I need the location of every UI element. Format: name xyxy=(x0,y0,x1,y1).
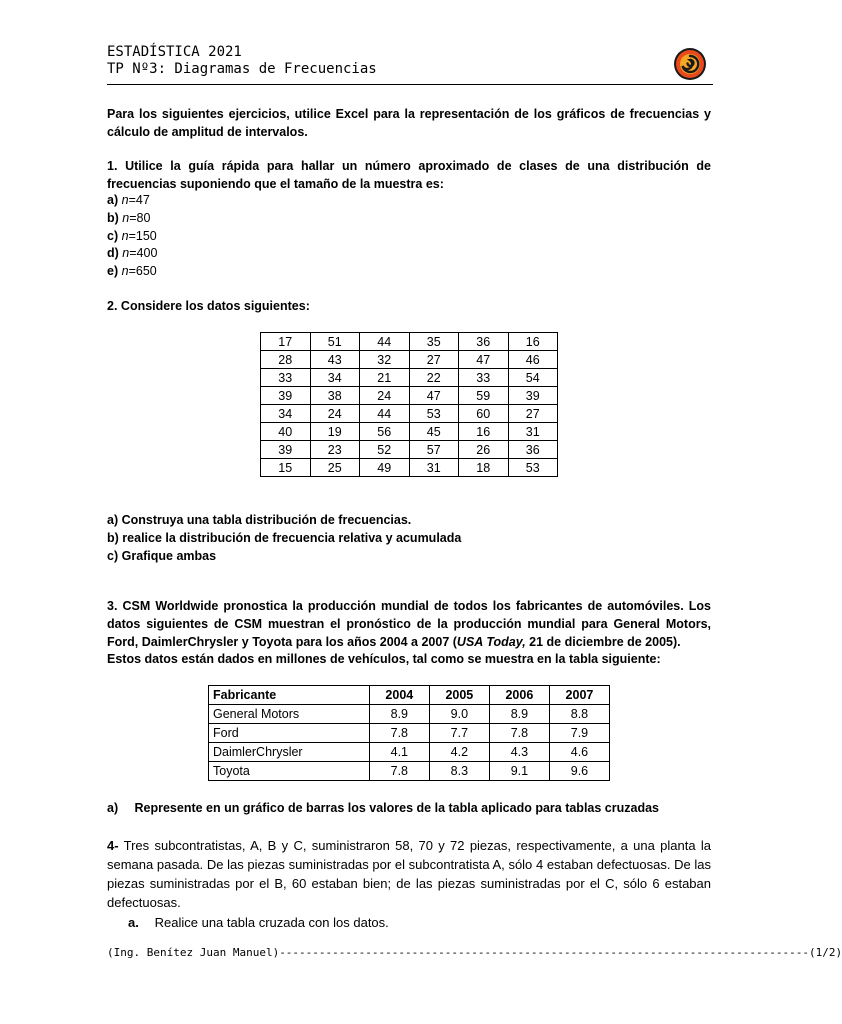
production-cell: 7.7 xyxy=(429,724,489,743)
production-cell: 8.9 xyxy=(369,705,429,724)
data-cell: 27 xyxy=(508,405,558,423)
exercise-2 xyxy=(107,298,711,316)
sample-size-value: =650 xyxy=(128,264,157,279)
production-cell: 4.3 xyxy=(489,743,549,762)
production-cell: 8.8 xyxy=(549,705,609,724)
production-cell: 7.8 xyxy=(369,724,429,743)
sample-size-value: =400 xyxy=(129,246,158,261)
footer-page-number: (1/2) xyxy=(809,946,842,959)
data-cell: 60 xyxy=(459,405,509,423)
data-cell: 27 xyxy=(409,351,459,369)
data-row xyxy=(261,333,558,351)
sample-size-var: n xyxy=(122,210,130,225)
production-cell: 7.9 xyxy=(549,724,609,743)
exercise-3-item-text: Represente en un gráfico de barras los valores de la tabla aplicado para tablas cruzadas xyxy=(134,801,659,815)
data-row xyxy=(261,405,558,423)
data-cell: 44 xyxy=(360,333,410,351)
exercise-2-item xyxy=(107,512,711,530)
sample-size-value: =150 xyxy=(128,228,157,243)
manufacturer-cell: Ford xyxy=(209,724,370,743)
sample-size-var: n xyxy=(121,228,129,243)
exercise-3-text-2: Estos datos están dados en millones de vehículos, tal como se muestra en la tabla siguiente: xyxy=(107,652,661,667)
table-row xyxy=(209,724,610,743)
data-cell: 21 xyxy=(360,369,410,387)
exercise-4-text: Tres subcontratistas, A, B y C, suministraron 58, 70 y 72 piezas, respectivamente, a una planta la semana pasada. De las piezas suministradas por el subcontratista A, sólo 4 estaban defectuosas. De las piezas suministradas por el B, 60 estaban bien; de las piezas suministradas por el C, sólo 6 estaban defectuosas. xyxy=(107,838,711,910)
item-label: b) xyxy=(107,210,119,225)
sample-size-value: =47 xyxy=(128,193,150,207)
data-cell: 28 xyxy=(261,351,311,369)
exercise-1-text: Utilice la guía rápida para hallar un número aproximado de clases de una distribución de frecuencias suponiendo que el tamaño de la muestra es: xyxy=(107,159,711,191)
data-cell: 39 xyxy=(261,387,311,405)
sample-size-var: n xyxy=(121,193,129,207)
item-label: a) xyxy=(107,513,119,527)
data-cell: 47 xyxy=(459,351,509,369)
exercise-1-item xyxy=(107,245,711,263)
exercise-1 xyxy=(107,158,711,194)
exercise-3-text-end: 21 de diciembre de 2005). xyxy=(525,634,681,649)
data-cell: 15 xyxy=(261,459,311,477)
data-cell: 24 xyxy=(360,387,410,405)
column-header: 2004 xyxy=(369,686,429,705)
data-cell: 57 xyxy=(409,441,459,459)
footer-dashes: -------------------------------------------------------------------------------- xyxy=(279,946,809,959)
exercise-1-item xyxy=(107,192,711,210)
data-cell: 32 xyxy=(360,351,410,369)
data-row xyxy=(261,369,558,387)
production-cell: 4.2 xyxy=(429,743,489,762)
data-cell: 16 xyxy=(508,333,558,351)
item-label: b) xyxy=(107,530,119,545)
footer-author: (Ing. Benítez Juan Manuel) xyxy=(107,946,280,959)
data-cell: 47 xyxy=(409,387,459,405)
data-cell: 34 xyxy=(310,369,360,387)
data-cell: 49 xyxy=(360,459,410,477)
data-cell: 39 xyxy=(261,441,311,459)
data-row xyxy=(261,459,558,477)
exercise-1-item xyxy=(107,263,711,281)
production-cell: 7.8 xyxy=(489,724,549,743)
table-header-row xyxy=(209,686,610,705)
item-text: Construya una tabla distribución de frecuencias. xyxy=(121,513,412,527)
exercise-3-item-label: a) xyxy=(107,801,119,815)
course-title: ESTADÍSTICA 2021 xyxy=(107,44,242,60)
exercise-1-number: 1. xyxy=(107,159,118,173)
data-cell: 59 xyxy=(459,387,509,405)
table-row xyxy=(209,762,610,781)
data-cell: 36 xyxy=(459,333,509,351)
table-row xyxy=(209,705,610,724)
exercise-3-text: CSM Worldwide pronostica la producción mundial de todos los fabricantes de automóviles. Los datos siguientes de CSM muestran el pronóstico de la producción mundial para General Motors, Ford, DaimlerChrysler y Toyota para los años 2004 a 2007 ( xyxy=(107,599,711,649)
column-header: Fabricante xyxy=(209,686,370,705)
data-cell: 31 xyxy=(409,459,459,477)
exercise-3-item xyxy=(107,800,711,818)
data-row xyxy=(261,423,558,441)
data-cell: 19 xyxy=(310,423,360,441)
manufacturer-cell: General Motors xyxy=(209,705,370,724)
exercise-4-item-label: a. xyxy=(128,915,139,930)
data-cell: 36 xyxy=(508,441,558,459)
data-cell: 18 xyxy=(459,459,509,477)
data-cell: 24 xyxy=(310,405,360,423)
data-cell: 17 xyxy=(261,333,311,351)
item-label: a) xyxy=(107,193,119,207)
sample-size-value: =80 xyxy=(129,210,151,225)
data-cell: 35 xyxy=(409,333,459,351)
data-cell: 22 xyxy=(409,369,459,387)
data-cell: 52 xyxy=(360,441,410,459)
assignment-title: TP Nº3: Diagramas de Frecuencias xyxy=(107,61,377,77)
production-cell: 9.0 xyxy=(429,705,489,724)
exercise-2-text: Considere los datos siguientes: xyxy=(120,299,310,313)
item-text: realice la distribución de frecuencia relativa y acumulada xyxy=(122,530,462,545)
column-header: 2006 xyxy=(489,686,549,705)
data-row xyxy=(261,387,558,405)
production-cell: 8.9 xyxy=(489,705,549,724)
production-cell: 4.6 xyxy=(549,743,609,762)
production-cell: 9.6 xyxy=(549,762,609,781)
exercise-3-source: USA Today, xyxy=(456,634,526,649)
manufacturer-cell: DaimlerChrysler xyxy=(209,743,370,762)
data-cell: 26 xyxy=(459,441,509,459)
data-cell: 33 xyxy=(261,369,311,387)
data-cell: 43 xyxy=(310,351,360,369)
manufacturer-table xyxy=(208,685,610,781)
sample-size-var: n xyxy=(122,246,130,261)
exercise-3 xyxy=(107,598,711,669)
exercise-1-item xyxy=(107,228,711,246)
data-cell: 54 xyxy=(508,369,558,387)
production-cell: 8.3 xyxy=(429,762,489,781)
intro-paragraph: Para los siguientes ejercicios, utilice Excel para la representación de los gráficos de frecuencias y cálculo de amplitud de intervalos. xyxy=(107,107,711,139)
production-cell: 9.1 xyxy=(489,762,549,781)
sample-size-var: n xyxy=(121,264,129,279)
data-cell: 44 xyxy=(360,405,410,423)
exercise-2-item xyxy=(107,548,711,566)
column-header: 2005 xyxy=(429,686,489,705)
exercise-4-item xyxy=(128,913,708,932)
exercise-4 xyxy=(107,836,711,912)
exercise-2-item xyxy=(107,530,711,548)
data-table xyxy=(260,332,558,477)
data-cell: 34 xyxy=(261,405,311,423)
exercise-4-item-text: Realice una tabla cruzada con los datos. xyxy=(154,915,389,930)
item-label: c) xyxy=(107,228,119,243)
exercise-4-number: 4- xyxy=(107,838,119,853)
page-footer xyxy=(107,946,842,959)
exercise-3-number: 3. xyxy=(107,599,118,613)
production-cell: 4.1 xyxy=(369,743,429,762)
document-header xyxy=(107,44,713,85)
spiral-sun-logo-icon xyxy=(673,47,707,81)
data-cell: 33 xyxy=(459,369,509,387)
data-row xyxy=(261,441,558,459)
exercise-1-item xyxy=(107,210,711,228)
exercise-2-items xyxy=(107,512,711,565)
data-cell: 45 xyxy=(409,423,459,441)
data-row xyxy=(261,351,558,369)
data-cell: 51 xyxy=(310,333,360,351)
item-label: d) xyxy=(107,246,119,261)
data-cell: 40 xyxy=(261,423,311,441)
table-row xyxy=(209,743,610,762)
data-cell: 16 xyxy=(459,423,509,441)
data-cell: 38 xyxy=(310,387,360,405)
item-label: c) xyxy=(107,548,119,563)
item-text: Grafique ambas xyxy=(121,548,217,563)
exercise-1-items xyxy=(107,192,711,281)
production-cell: 7.8 xyxy=(369,762,429,781)
item-label: e) xyxy=(107,264,119,279)
manufacturer-cell: Toyota xyxy=(209,762,370,781)
data-cell: 53 xyxy=(508,459,558,477)
column-header: 2007 xyxy=(549,686,609,705)
data-cell: 46 xyxy=(508,351,558,369)
data-cell: 39 xyxy=(508,387,558,405)
data-cell: 25 xyxy=(310,459,360,477)
data-cell: 56 xyxy=(360,423,410,441)
data-cell: 53 xyxy=(409,405,459,423)
data-cell: 31 xyxy=(508,423,558,441)
data-cell: 23 xyxy=(310,441,360,459)
exercise-2-number: 2. xyxy=(107,299,118,313)
